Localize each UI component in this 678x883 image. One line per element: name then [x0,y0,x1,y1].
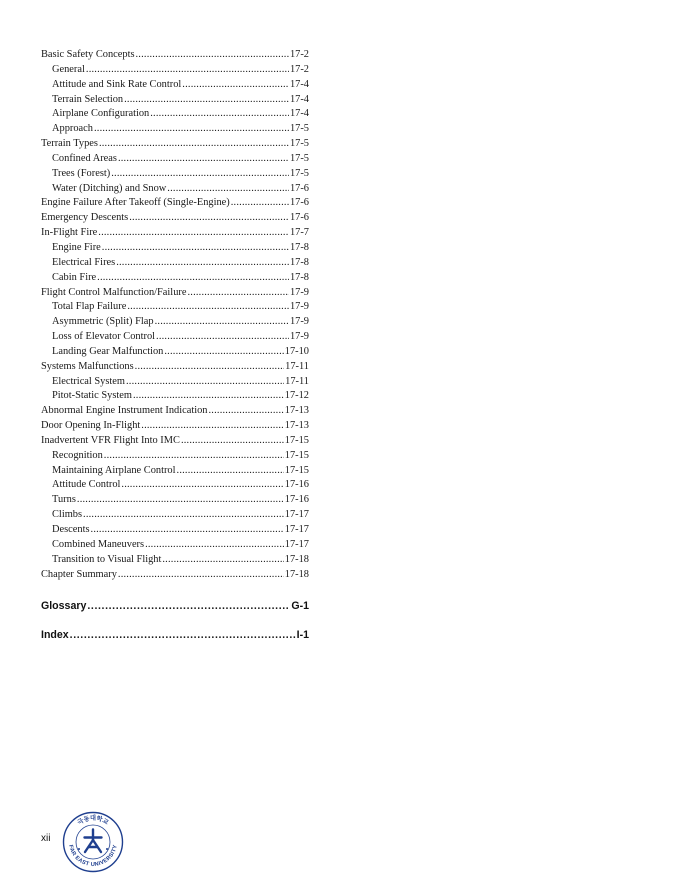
dot-leader [111,167,289,182]
toc-entry[interactable] [41,63,309,78]
toc-entry[interactable] [41,256,309,271]
dot-leader [155,315,289,330]
dot-leader [94,122,289,137]
toc-entry-title: Basic Safety Concepts [41,49,135,60]
seal-bottom-text: FAR EAST UNIVERSITY [67,844,119,869]
dot-leader [145,538,284,553]
toc-entry-page: 17-15 [284,464,309,476]
toc-entry-title: Index [41,629,69,641]
toc-entry[interactable] [41,508,309,523]
dot-leader [121,478,283,493]
toc-entry[interactable] [41,152,309,167]
toc-entry-page: 17-9 [289,286,309,298]
toc-entry[interactable] [41,464,309,479]
toc-entry-page: 17-8 [289,241,309,253]
toc-entry[interactable] [41,493,309,508]
toc-entry-page: 17-15 [284,449,309,461]
dot-leader [127,300,289,315]
dot-leader [231,196,289,211]
dot-leader [126,375,284,390]
toc-entry-title: Systems Malfunctions [41,360,134,372]
toc-entry-page: 17-18 [284,568,309,580]
dot-leader [135,360,284,375]
toc-entry-title: Terrain Types [41,138,98,150]
toc-entry-title: Transition to Visual Flight [52,553,162,565]
toc-entry-page: 17-16 [284,479,309,491]
toc-entry[interactable] [41,137,309,152]
toc-entry[interactable] [41,107,309,122]
toc-entry-page: 17-16 [284,494,309,506]
dot-leader [124,93,289,108]
toc-entry-page: 17-7 [289,227,309,239]
seal-top-text: 극동대학교 [76,815,110,827]
toc-entry[interactable] [41,330,309,345]
toc-entry-page: 17-6 [289,182,309,194]
toc-entry[interactable] [41,404,309,419]
toc-entry[interactable] [41,478,309,493]
toc-entry-title: Pitot-Static System [52,390,132,402]
dot-leader [83,508,284,523]
toc-entry[interactable] [41,360,309,375]
toc-entry-page: 17-6 [289,212,309,224]
toc-entry-page: 17-5 [289,152,309,164]
toc-entry[interactable] [41,48,309,63]
toc-entry-page: 17-13 [284,420,309,432]
dot-leader [99,137,289,152]
dot-leader [98,226,289,241]
university-seal-icon [62,811,124,873]
toc-entry-title: Water (Ditching) and Snow [52,182,167,194]
toc-entry-page: 17-4 [289,108,309,120]
toc-entry-title: Attitude and Sink Rate Control [52,78,182,90]
toc-entry[interactable] [41,271,309,286]
dot-leader [133,389,284,404]
toc-entry-title: Glossary [41,600,87,612]
dot-leader [87,599,290,613]
toc-entry[interactable] [41,196,309,211]
toc-entry-title: Recognition [52,449,103,461]
dot-leader [164,345,283,360]
toc-entry-page: 17-17 [284,524,309,535]
toc-entry-title: Combined Maneuvers [52,538,145,550]
toc-entry[interactable] [41,211,309,226]
toc-entry[interactable] [41,286,309,301]
toc-entry-page: 17-9 [289,316,309,328]
toc-entry-page: 17-5 [289,167,309,179]
toc-entry[interactable] [41,93,309,108]
dot-leader [116,256,289,271]
toc-entry-title: Terrain Selection [52,93,124,105]
toc-entry[interactable] [41,315,309,330]
toc-entry-title: General [52,63,85,75]
toc-entry-title: Total Flap Failure [52,301,127,313]
toc-entry-page: 17-4 [289,78,309,90]
toc-entry-title: Engine Fire [52,241,101,253]
toc-entry-page: 17-2 [289,63,309,75]
toc-entry-title: Attitude Control [52,479,121,491]
toc-entry-page: 17-5 [289,123,309,135]
toc-entry-page: 17-8 [289,271,309,283]
dot-leader [129,211,289,226]
toc-entry-title: Loss of Elevator Control [52,331,156,343]
toc-entry-title: Cabin Fire [52,271,97,283]
toc-entry-page: 17-18 [284,553,309,565]
toc-entry-title: In-Flight Fire [41,227,98,239]
toc-entry-title: Inadvertent VFR Flight Into IMC [41,434,180,446]
toc-entry-title: Airplane Configuration [52,108,150,120]
dot-leader [91,523,284,538]
toc-entry-page: 17-6 [289,197,309,209]
dot-leader [77,493,284,508]
table-of-contents [41,48,309,582]
toc-entry-page: 17-15 [284,434,309,446]
toc-entry[interactable] [41,122,309,137]
toc-entry[interactable] [41,553,309,568]
toc-entry-title: Approach [52,123,93,135]
toc-entry[interactable] [41,226,309,241]
toc-entry-title: Maintaining Airplane Control [52,464,176,476]
toc-entry-title: Confined Areas [52,152,117,164]
toc-entry-page: 17-5 [289,138,309,150]
toc-entry-page: 17-13 [284,405,309,417]
toc-entry-page: 17-2 [289,49,309,60]
toc-entry[interactable] [41,419,309,434]
toc-entry-title: Electrical System [52,375,125,387]
toc-entry[interactable] [41,182,309,197]
toc-entry-page: 17-9 [289,331,309,343]
dot-leader [209,404,284,419]
dot-leader [141,419,283,434]
dot-leader [182,78,289,93]
toc-entry-title: Trees (Forest) [52,167,111,179]
toc-entry-title: Climbs [52,509,83,521]
dot-leader [150,107,289,122]
toc-entry-page: I-1 [296,629,309,641]
dot-leader [162,553,283,568]
toc-entry-title: Flight Control Malfunction/Failure [41,286,187,298]
toc-entry-page: 17-8 [289,256,309,268]
toc-entry[interactable] [41,523,309,538]
toc-entry-index[interactable] [41,628,309,642]
dot-leader [187,286,288,301]
page-number: xii [41,833,51,844]
dot-leader [167,182,289,197]
dot-leader [181,434,284,449]
toc-entry-title: Landing Gear Malfunction [52,345,164,357]
toc-entry[interactable] [41,167,309,182]
toc-entry[interactable] [41,449,309,464]
dot-leader [97,271,289,286]
toc-entry-page: 17-9 [289,301,309,313]
dot-leader [86,63,289,78]
toc-entry-title: Electrical Fires [52,256,116,268]
toc-entry-title: Chapter Summary [41,568,117,580]
dot-leader [177,464,284,479]
toc-entry-glossary[interactable] [41,599,309,613]
dot-leader [118,152,289,167]
dot-leader [136,48,289,63]
toc-entry-page: 17-4 [289,93,309,105]
dot-leader [156,330,289,345]
toc-entry-page: 17-11 [285,360,309,372]
toc-entry[interactable] [41,538,309,553]
toc-entry[interactable] [41,345,309,360]
toc-entry-page: 17-11 [285,375,309,387]
toc-entry[interactable] [41,389,309,404]
toc-entry[interactable] [41,300,309,315]
toc-entry-page: 17-17 [284,538,309,550]
toc-entry-title: Engine Failure After Takeoff (Single-Engine) [41,197,230,209]
toc-entry-page: 17-10 [284,345,309,357]
dot-leader [118,568,284,583]
toc-entry[interactable] [41,375,309,390]
toc-entry[interactable] [41,434,309,449]
dot-leader [104,449,284,464]
toc-entry-title: Door Opening In-Flight [41,420,141,432]
toc-entry-title: Emergency Descents [41,212,129,224]
dot-leader [70,628,296,642]
toc-entry-page: G-1 [291,600,309,612]
toc-entry-title: Turns [52,494,76,506]
toc-entry-title: Abnormal Engine Instrument Indication [41,405,208,417]
toc-entry[interactable] [41,78,309,93]
toc-entry-title: Descents [52,524,90,535]
toc-entry[interactable] [41,568,309,583]
toc-entry-title: Asymmetric (Split) Flap [52,316,154,328]
toc-entry-page: 17-17 [284,509,309,521]
toc-entry[interactable] [41,241,309,256]
dot-leader [102,241,289,256]
toc-entry-page: 17-12 [284,390,309,402]
